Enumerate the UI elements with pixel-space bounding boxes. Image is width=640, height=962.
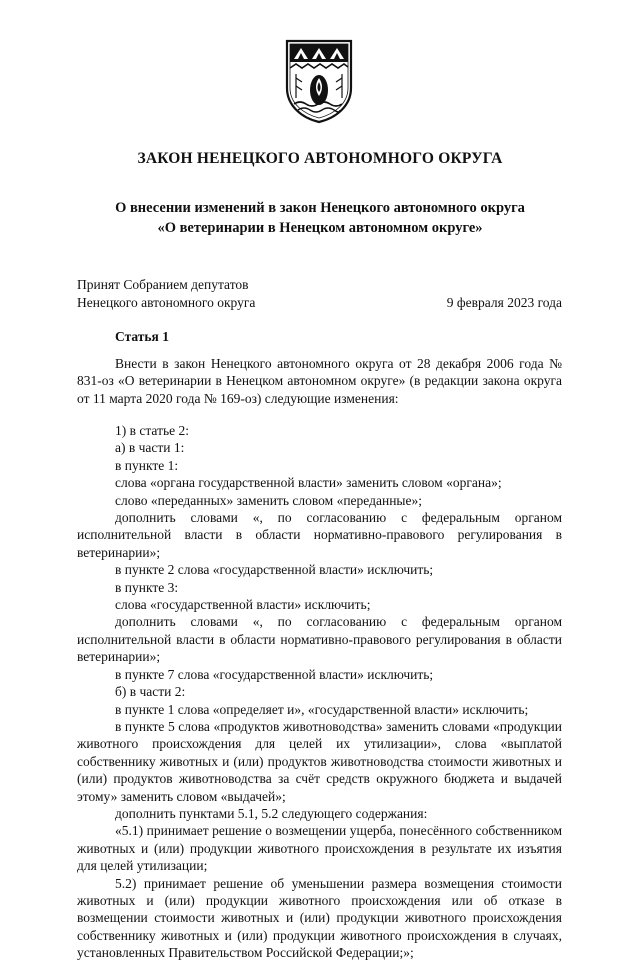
change-item: дополнить словами «, по согласованию с федеральным органом исполнительной власти в области нормативно-правового регулирования в ветеринарии»; <box>77 510 562 560</box>
change-item: 1) в статье 2: <box>115 423 189 438</box>
change-item: «5.1) принимает решение о возмещении ущерба, понесённого собственником животных и (или) продукции животного происхождения в результате их изъятия для целей утилизации; <box>77 823 562 874</box>
change-item: в пункте 1 слова «определяет и», «государственной власти» исключить; <box>115 701 529 717</box>
law-subject-line-2: «О ветеринарии в Ненецком автономном округе» <box>157 220 483 236</box>
change-item: в пункте 5 слова «продуктов животноводства» заменить словами «продукции животного происхождения для целей их утилизации», слова «выплатой собственнику животных и (или) продуктов животноводства стоимости животных и (или) продуктов животноводства за счёт средств окружного бюджета и выдачей этому» заменить словом «выдачей»; <box>77 718 562 804</box>
change-item: в пункте 1: <box>115 457 179 473</box>
change-item: б) в части 2: <box>115 684 186 700</box>
change-item: в пункте 2 слова «государственной власти» исключить; <box>115 562 434 578</box>
article-heading: Статья 1 <box>115 329 169 344</box>
change-item: в пункте 3: <box>115 579 179 595</box>
article-intro: Внести в закон Ненецкого автономного округа от 28 декабря 2006 года № 831-оз «О ветеринарии в Ненецком автономном округе» (в редакции закона округа от 11 марта 2020 года № 169-оз) следующие изменения: <box>77 356 562 406</box>
changes-list <box>77 422 562 962</box>
adoption-line-2: Ненецкого автономного округа <box>77 295 256 310</box>
change-item: дополнить словами «, по согласованию с федеральным органом исполнительной власти в области нормативно-правового регулирования в области ветеринарии»; <box>77 614 562 665</box>
law-title: ЗАКОН НЕНЕЦКОГО АВТОНОМНОГО ОКРУГА <box>137 150 503 167</box>
coat-of-arms-icon <box>284 38 354 124</box>
change-item: слова «органа государственной власти» заменить словом «органа»; <box>115 475 502 491</box>
change-item: 5.2) принимает решение об уменьшении размера возмещения стоимости животных и (или) продукции животного происхождения или об отказе в возмещении стоимости животных и (или) продукции животного происхождения собственнику животных и (или) продукции животного происхождения в случаях, установленных Правительством Российской Федерации;»; <box>77 875 562 961</box>
adoption-line-1: Принят Собранием депутатов <box>77 277 249 292</box>
change-item: дополнить пунктами 5.1, 5.2 следующего содержания: <box>115 805 428 821</box>
change-item: слова «государственной власти» исключить; <box>115 597 371 613</box>
adoption-authority <box>77 276 255 312</box>
change-item: а) в части 1: <box>115 440 185 456</box>
change-item: в пункте 7 слова «государственной власти» исключить; <box>115 666 434 682</box>
law-subject-line-1: О внесении изменений в закон Ненецкого автономного округа <box>115 200 525 216</box>
adoption-date: 9 февраля 2023 года <box>446 295 562 310</box>
change-item: слово «переданных» заменить словом «переданные»; <box>115 492 422 508</box>
law-subject <box>0 198 640 238</box>
